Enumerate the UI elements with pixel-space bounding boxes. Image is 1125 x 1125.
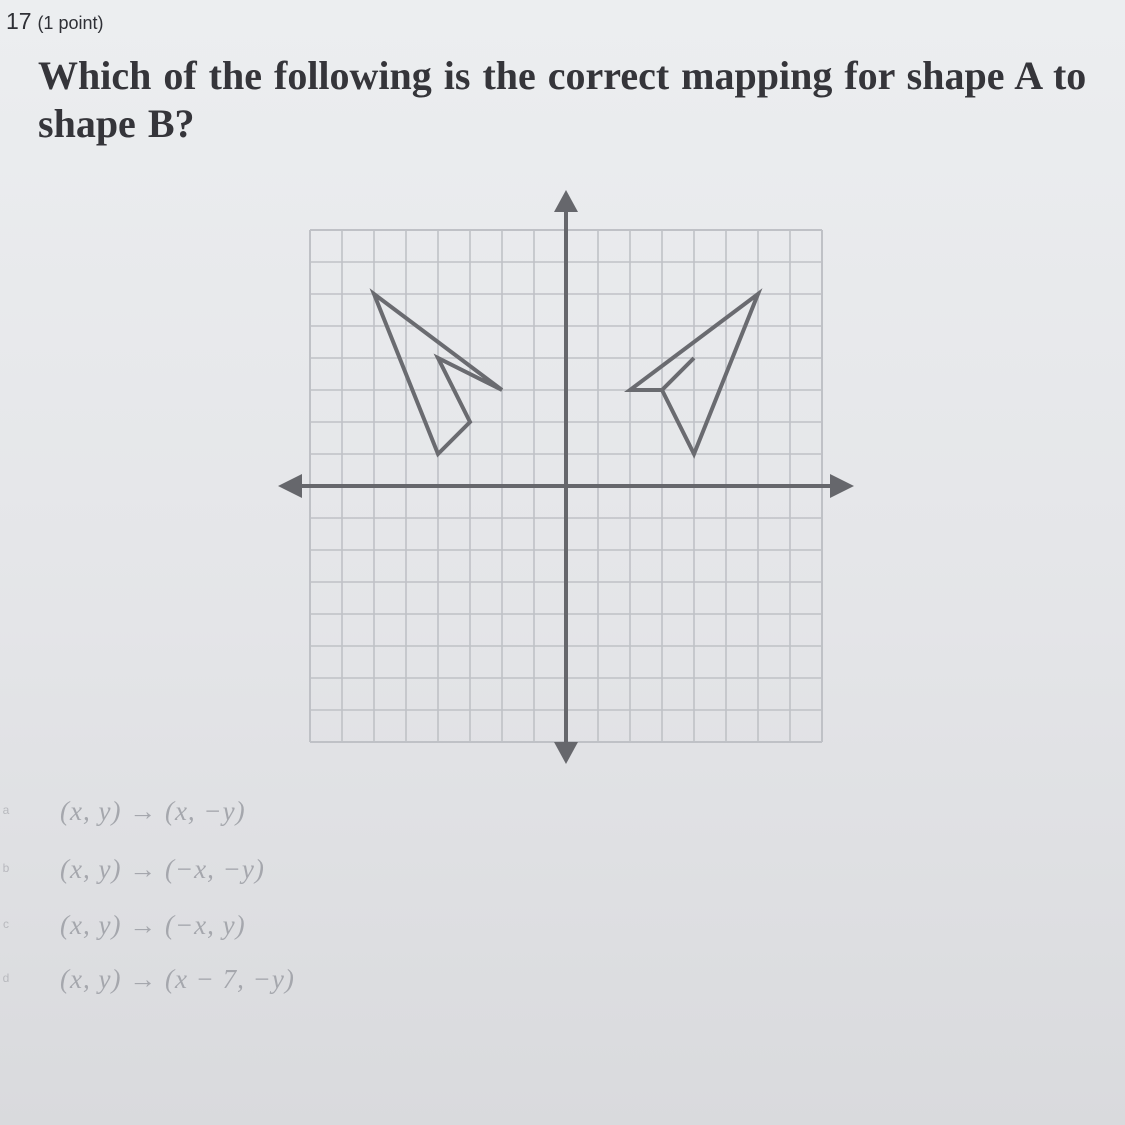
option-c-marker[interactable]: c	[3, 917, 9, 931]
option-c[interactable]	[0, 910, 600, 950]
option-d-marker[interactable]: d	[2, 971, 10, 985]
question-header	[6, 8, 103, 35]
coordinate-grid-figure	[270, 180, 870, 780]
option-d[interactable]	[0, 964, 600, 1004]
y-axis-arrow-down	[554, 742, 578, 764]
question-points: (1 point)	[37, 13, 104, 33]
question-text: Which of the following is the correct mapping for shape A to shape B?	[38, 53, 1087, 146]
option-b-marker[interactable]: b	[2, 861, 10, 875]
option-b-text[interactable]: (x, y) → (−x, −y)	[60, 854, 265, 884]
option-d-text[interactable]: (x, y) → (x − 7, −y)	[60, 964, 295, 994]
coordinate-grid	[270, 180, 870, 780]
x-axis-arrow-left	[278, 474, 302, 498]
y-axis-arrow-up	[554, 190, 578, 212]
x-axis-arrow-right	[830, 474, 854, 498]
question-number: 17	[6, 8, 32, 34]
option-b[interactable]	[0, 854, 600, 894]
option-a-marker[interactable]: a	[2, 803, 10, 817]
option-c-text[interactable]: (x, y) → (−x, y)	[60, 910, 246, 940]
option-a[interactable]	[0, 796, 600, 836]
option-a-text[interactable]: (x, y) → (x, −y)	[60, 796, 246, 826]
